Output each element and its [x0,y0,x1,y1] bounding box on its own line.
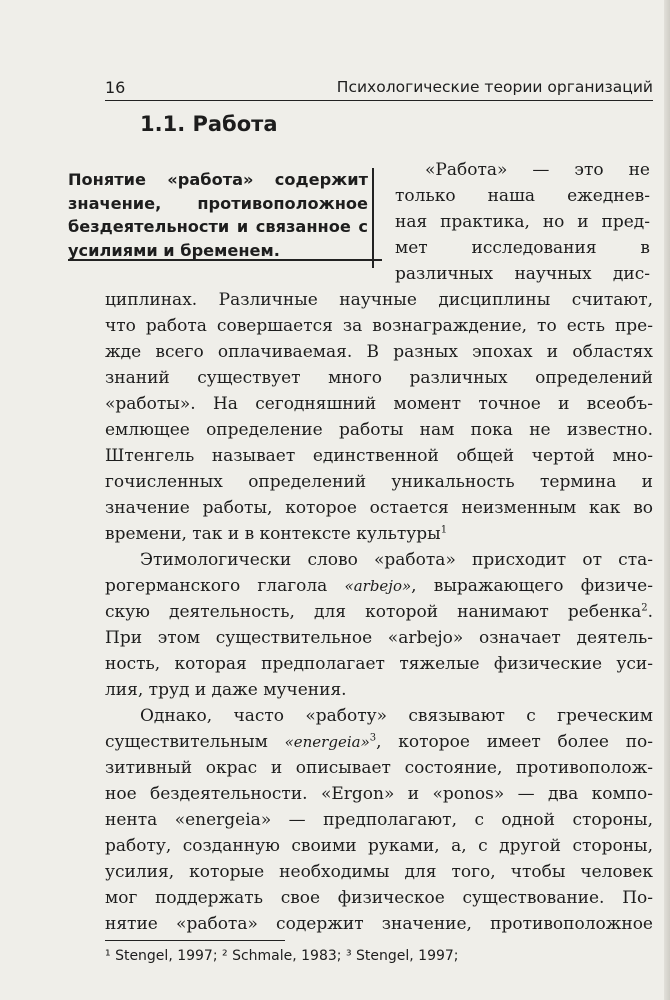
text-line: Этимологически слово «работа» присходит от ста- [140,550,653,570]
text-line: усилия, которые необходимы для того, чтобы человек [105,862,653,882]
text-line: зитивный окрас и описывает состояние, противополож- [105,758,653,778]
callout-rule-horizontal [68,259,382,261]
italic-term: «energeia» [284,733,370,751]
text-line: скую деятельность, для которой нанимают ребенка$^2$. [105,602,653,622]
text-line: мет исследования в [395,238,650,258]
text-line: ное бездеятельности. «Ergon» и «ponos» — два компо- [105,784,653,804]
footnotes: ¹ Stengel, 1997; ² Schmale, 1983; ³ Stengel, 1997; [105,948,459,964]
text-line: «работы». На сегодняшний момент точное и всеобъ- [105,394,653,414]
text-line-content: времени, так и в контексте культуры [105,524,441,544]
text-line: Однако, часто «работу» связывают с греческим [140,706,653,726]
text-line-content: существительным [105,732,268,752]
text-line: мог поддержать свое физическое существование. По- [105,888,653,908]
text-line-content: , выражающего физиче- [411,576,653,596]
text-line: жде всего оплачиваемая. В разных эпохах и областях [105,342,653,362]
text-line-content: рогерманского глагола [105,576,328,596]
text-line: нятие «работа» содержит значение, противоположное [105,914,653,934]
text-line [105,524,653,544]
text-line: При этом существительное «arbejo» означает деятель- [105,628,653,648]
page-edge [664,0,670,1000]
text-line-content: скую деятельность, для которой нанимают ребенка [105,602,642,622]
page-header [105,76,653,101]
footnote-mark: 3 [369,732,377,744]
definition-callout: Понятие «работа» содержит значение, противоположное бездеятельности и связанное с усилиями и бременем. [68,170,368,260]
text-line: что работа совершается за вознаграждение, то есть пре- [105,316,653,336]
text-line [105,732,653,752]
page-number: 16 [105,78,126,97]
text-line: знаний существует много различных определений [105,368,653,388]
text-line: значение работы, которое остается неизменным как во [105,498,653,518]
text-line: гочисленных определений уникальность термина и [105,472,653,492]
text-line: работу, созданную своими руками, а, с другой стороны, [105,836,653,856]
text-line: нента «energeia» — предполагают, с одной стороны, [105,810,653,830]
text-line [105,576,653,596]
footnote-mark: 1 [440,524,448,536]
text-line-content: , которое имеет более по- [376,732,653,752]
text-line: циплинах. Различные научные дисциплины считают, [105,290,653,310]
footnote-rule [105,940,285,941]
callout-rule-vertical [372,168,374,268]
text-line: емлющее определение работы нам пока не известно. [105,420,653,440]
text-line: лия, труд и даже мучения. [105,680,347,700]
text-line: только наша ежеднев- [395,186,650,206]
text-line: ность, которая предполагает тяжелые физические уси- [105,654,653,674]
running-title: Психологические теории организаций [336,78,653,96]
text-line: «Работа» — это не [425,160,650,180]
footnote-mark: 2 [641,602,648,614]
italic-term: «arbejo» [344,577,412,595]
text-line: ная практика, но и пред- [395,212,650,232]
text-line: различных научных дис- [395,264,650,284]
text-line: Штенгель называет единственной общей чертой мно- [105,446,653,466]
section-heading: 1.1. Работа [140,112,278,136]
